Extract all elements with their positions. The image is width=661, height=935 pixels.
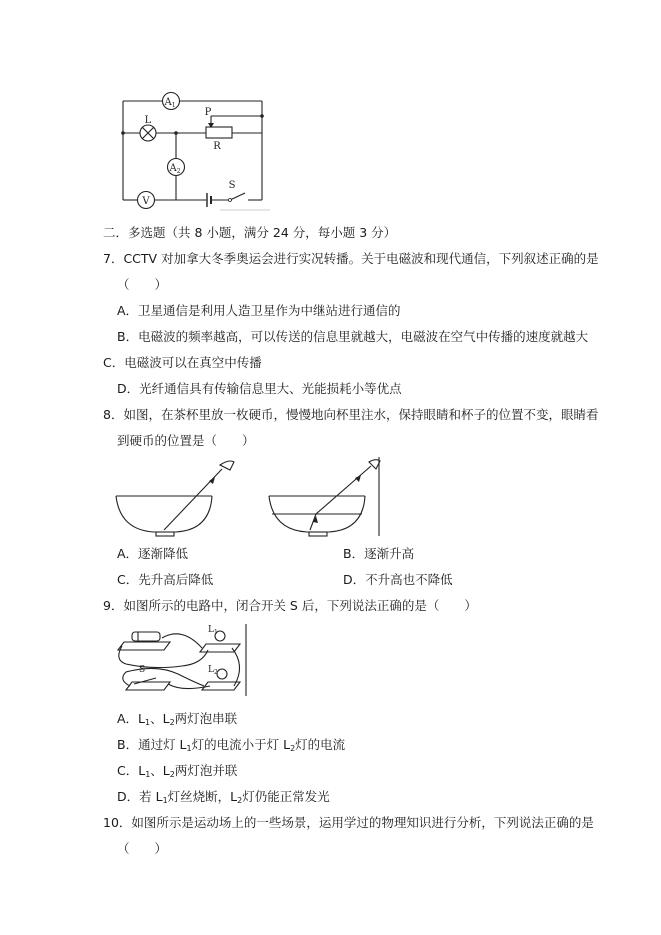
q8-stem-line2: 到硬币的位置是（ ） xyxy=(117,433,255,448)
fig2-l2-label: $L_2$ xyxy=(208,665,218,676)
slider-label: P xyxy=(204,107,212,118)
q7-option-b: B．电磁波的频率越高，可以传送的信息里就越大，电磁波在空气中传播的速度就越大 xyxy=(117,329,589,344)
q8-option-a: A．逐渐降低 xyxy=(117,546,189,561)
q10-stem: 10．如图所示是运动场上的一些场景，运用学过的物理知识进行分析，下列说法正确的是 xyxy=(103,815,594,830)
lamp-label: L xyxy=(144,115,152,126)
ammeter-a1-label: $A_1$ xyxy=(164,97,176,109)
q9-option-a: A．$L_1$、$L_2$两灯泡串联 xyxy=(117,711,238,727)
switch-label: S xyxy=(228,180,236,191)
q7-option-d: D．光纤通信具有传输信息里大、光能损耗小等优点 xyxy=(117,381,402,396)
q8-option-d: D．不升高也不降低 xyxy=(343,572,453,587)
q9-stem: 9．如图所示的电路中，闭合开关 S 后，下列说法正确的是（ ） xyxy=(103,598,477,613)
ammeter-a2-label: $A_2$ xyxy=(169,163,181,175)
q7-option-a: A．卫星通信是利用人造卫星作为中继站进行通信的 xyxy=(117,303,401,318)
q7-paren: （ ） xyxy=(117,277,168,292)
section-heading: 二．多选题（共 8 小题，满分 24 分，每小题 3 分） xyxy=(103,225,397,240)
bowl-figure xyxy=(112,456,384,538)
q8-stem-line1: 8．如图，在茶杯里放一枚硬币，慢慢地向杯里注水，保持眼睛和杯子的位置不变，眼睛看 xyxy=(103,407,599,422)
q7-option-c: C．电磁波可以在真空中传播 xyxy=(103,355,262,370)
q9-option-d: D．若 $L_1$灯丝烧断，$L_2$灯仍能正常发光 xyxy=(117,789,330,805)
q9-option-b: B．通过灯 $L_1$灯的电流小于灯 $L_2$灯的电流 xyxy=(117,737,346,753)
circuit-figure-1 xyxy=(110,88,270,213)
q9-option-c: C．$L_1$、$L_2$两灯泡并联 xyxy=(117,763,238,779)
rheostat-label: R xyxy=(213,141,221,152)
fig2-switch-label: S xyxy=(139,665,146,675)
fig2-l1-label: $L_1$ xyxy=(208,625,218,636)
q8-option-b: B．逐渐升高 xyxy=(343,546,415,561)
q10-paren: （ ） xyxy=(117,841,168,856)
q7-stem: 7．CCTV 对加拿大冬季奥运会进行实况转播。关于电磁波和现代通信，下列叙述正确的是 xyxy=(103,251,599,266)
q8-option-c: C．先升高后降低 xyxy=(117,572,214,587)
voltmeter-label: V xyxy=(142,196,150,207)
circuit-figure-2 xyxy=(112,620,252,698)
